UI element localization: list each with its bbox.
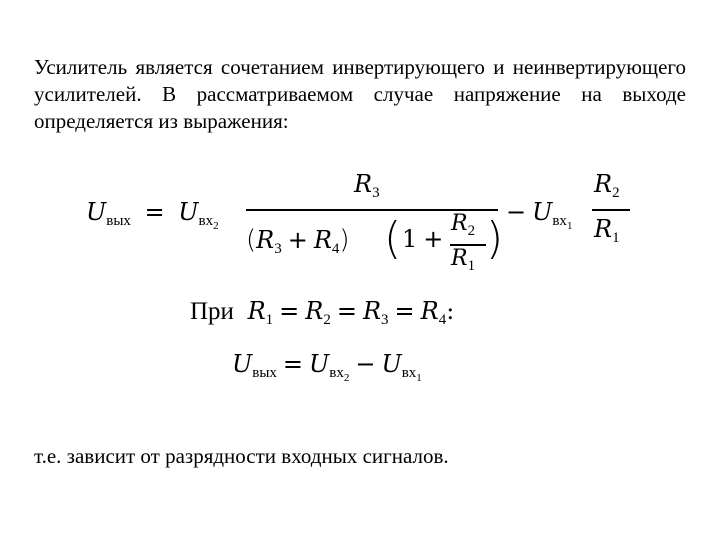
fraction2-denominator: $R_1$ (594, 215, 620, 246)
equals-sign: = (144, 198, 165, 226)
input1-subscript: вх1 (552, 213, 573, 232)
input2-variable: U (178, 198, 199, 226)
input2-subscript: вх2 (198, 213, 219, 232)
left-paren-large: ( (384, 213, 402, 264)
conclusion-text: т.е. зависит от разрядности входных сигналов. (34, 444, 449, 468)
fraction1-denominator: $(R_3 + R_4)$ (246, 225, 350, 257)
simplified-formula: $U_{вых} = U_{вх_2} - U_{вх_1}$ (232, 350, 422, 384)
one-plus: 1 + (402, 225, 444, 253)
condition-line: При $R_1 = R_2 = R_3 = R_4$: (190, 297, 455, 328)
intro-paragraph: Усилитель является сочетанием инвертирующего и неинвертирующего усилителей. В рассматриваемом случае напряжение на выходе определяется из выражения: (34, 55, 686, 133)
condition-prefix: При (190, 298, 234, 325)
fraction1-numerator: $R_3$ (354, 170, 380, 201)
fraction2-numerator: $R_2$ (594, 170, 620, 201)
formula-lhs (86, 198, 219, 232)
inner-numerator: $R_2$ (451, 211, 476, 239)
inner-denominator: $R_1$ (451, 246, 476, 274)
lhs-subscript: вых (106, 213, 131, 229)
right-paren-large: ) (486, 213, 504, 264)
lhs-variable: U (86, 198, 107, 226)
fraction2-bar (592, 209, 630, 211)
formula-tail: − $U_{вх_1}$ (506, 198, 573, 232)
